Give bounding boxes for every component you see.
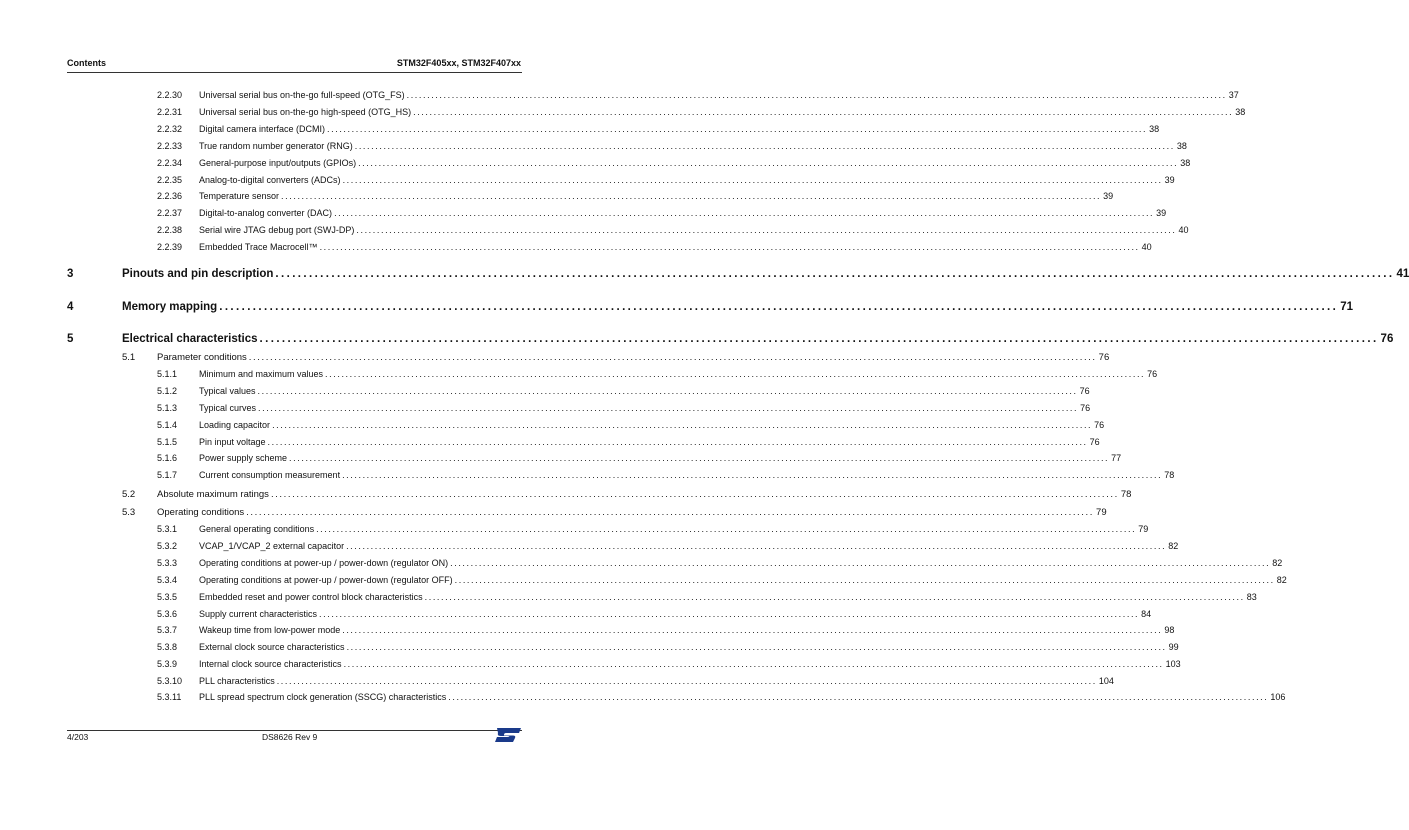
toc-entry-number: 5.3.6 bbox=[157, 609, 178, 619]
toc-entry-page: 106 bbox=[1270, 692, 1286, 702]
toc-entry[interactable] bbox=[157, 90, 1239, 100]
toc-entry-page: 79 bbox=[1138, 524, 1149, 534]
toc-entry-page: 38 bbox=[1149, 124, 1160, 134]
dot-leader: ........................................................................................................................................................................................................ bbox=[219, 301, 1339, 313]
toc-entry-page: 76 bbox=[1089, 437, 1100, 447]
footer-rule bbox=[67, 730, 522, 731]
toc-entry-number: 5 bbox=[67, 333, 74, 345]
toc-entry[interactable] bbox=[157, 437, 1100, 447]
header-document-title: STM32F405xx, STM32F407xx bbox=[396, 58, 521, 68]
toc-entry-title: General operating conditions bbox=[199, 524, 315, 534]
toc-entry[interactable] bbox=[157, 403, 1091, 413]
dot-leader: ........................................................................................................................................................................................................ bbox=[448, 692, 1269, 702]
toc-entry-page: 71 bbox=[1340, 301, 1354, 313]
toc-entry[interactable] bbox=[157, 692, 1286, 702]
toc-entry-number: 5.3.8 bbox=[157, 642, 178, 652]
toc-entry-number: 5.3.3 bbox=[157, 558, 178, 568]
toc-entry[interactable] bbox=[157, 175, 1175, 185]
toc-entry-number: 2.2.33 bbox=[157, 141, 183, 151]
dot-leader: ........................................................................................................................................................................................................ bbox=[454, 575, 1275, 585]
toc-entry-title: Wakeup time from low-power mode bbox=[199, 625, 341, 635]
toc-entry-number: 5.2 bbox=[122, 489, 136, 500]
toc-entry[interactable] bbox=[157, 470, 1175, 480]
toc-entry-page: 37 bbox=[1228, 90, 1239, 100]
toc-entry-number: 5.3.7 bbox=[157, 625, 178, 635]
toc-entry-title: Operating conditions bbox=[157, 507, 245, 518]
toc-entry-title: PLL spread spectrum clock generation (SSCG) characteristics bbox=[199, 692, 447, 702]
dot-leader: ........................................................................................................................................................................................................ bbox=[342, 470, 1163, 480]
toc-entry[interactable] bbox=[157, 107, 1246, 117]
toc-entry-number: 2.2.31 bbox=[157, 107, 183, 117]
toc-entry-page: 39 bbox=[1103, 191, 1114, 201]
toc-entry[interactable] bbox=[157, 676, 1114, 686]
toc-entry-title: Digital-to-analog converter (DAC) bbox=[199, 208, 333, 218]
dot-leader: ........................................................................................................................................................................................................ bbox=[259, 333, 1379, 345]
toc-entry-title: Electrical characteristics bbox=[122, 333, 258, 345]
toc-entry-page: 76 bbox=[1147, 369, 1158, 379]
toc-entry-title: Current consumption measurement bbox=[199, 470, 341, 480]
toc-entry-title: Operating conditions at power-up / power-down (regulator ON) bbox=[199, 558, 449, 568]
toc-entry-page: 78 bbox=[1164, 470, 1175, 480]
toc-entry-title: Minimum and maximum values bbox=[199, 369, 324, 379]
toc-entry-page: 41 bbox=[1396, 268, 1409, 280]
toc-entry-page: 76 bbox=[1098, 352, 1110, 363]
toc-entry-number: 5.1.2 bbox=[157, 386, 178, 396]
toc-entry[interactable] bbox=[157, 208, 1167, 218]
dot-leader: ........................................................................................................................................................................................................ bbox=[450, 558, 1271, 568]
toc-entry-number: 2.2.35 bbox=[157, 175, 183, 185]
toc-entry[interactable] bbox=[157, 575, 1287, 585]
toc-entry[interactable] bbox=[157, 420, 1105, 430]
toc-entry-page: 76 bbox=[1380, 333, 1394, 345]
dot-leader: ........................................................................................................................................................................................................ bbox=[342, 175, 1163, 185]
dot-leader: ........................................................................................................................................................................................................ bbox=[281, 191, 1102, 201]
dot-leader: ........................................................................................................................................................................................................ bbox=[289, 453, 1110, 463]
toc-entry-page: 82 bbox=[1276, 575, 1287, 585]
toc-entry[interactable] bbox=[157, 659, 1181, 669]
toc-entry-page: 103 bbox=[1165, 659, 1181, 669]
st-logo bbox=[493, 726, 523, 744]
toc-entry-title: VCAP_1/VCAP_2 external capacitor bbox=[199, 541, 345, 551]
toc-entry-title: Internal clock source characteristics bbox=[199, 659, 342, 669]
dot-leader: ........................................................................................................................................................................................................ bbox=[270, 489, 1119, 500]
toc-entry-title: Pinouts and pin description bbox=[122, 268, 274, 280]
toc-entry-title: True random number generator (RNG) bbox=[199, 141, 353, 151]
toc-entry-title: Typical values bbox=[199, 386, 256, 396]
dot-leader: ........................................................................................................................................................................................................ bbox=[275, 268, 1395, 280]
toc-entry-title: Temperature sensor bbox=[199, 191, 280, 201]
toc-entry-page: 77 bbox=[1111, 453, 1122, 463]
toc-entry-number: 2.2.38 bbox=[157, 225, 183, 235]
toc-entry[interactable] bbox=[122, 352, 1110, 363]
toc-entry-page: 38 bbox=[1176, 141, 1187, 151]
toc-entry-number: 2.2.39 bbox=[157, 242, 183, 252]
toc-entry-number: 4 bbox=[67, 301, 74, 313]
dot-leader: ........................................................................................................................................................................................................ bbox=[325, 369, 1146, 379]
dot-leader: ........................................................................................................................................................................................................ bbox=[413, 107, 1234, 117]
toc-entry-title: Serial wire JTAG debug port (SWJ-DP) bbox=[199, 225, 355, 235]
toc-entry[interactable] bbox=[157, 541, 1179, 551]
toc-entry[interactable] bbox=[157, 558, 1283, 568]
toc-entry-title: PLL characteristics bbox=[199, 676, 275, 686]
toc-entry[interactable] bbox=[67, 333, 1394, 345]
dot-leader: ........................................................................................................................................................................................................ bbox=[356, 225, 1177, 235]
toc-entry[interactable] bbox=[157, 191, 1114, 201]
toc-entry[interactable] bbox=[157, 524, 1149, 534]
toc-entry[interactable] bbox=[157, 369, 1158, 379]
toc-entry-page: 84 bbox=[1141, 609, 1152, 619]
toc-entry-number: 5.3 bbox=[122, 507, 136, 518]
toc-entry-page: 76 bbox=[1094, 420, 1105, 430]
dot-leader: ........................................................................................................................................................................................................ bbox=[319, 242, 1140, 252]
toc-entry[interactable] bbox=[157, 158, 1191, 168]
toc-entry-page: 82 bbox=[1272, 558, 1283, 568]
dot-leader: ........................................................................................................................................................................................................ bbox=[257, 386, 1078, 396]
dot-leader: ........................................................................................................................................................................................................ bbox=[354, 141, 1175, 151]
toc-entry-number: 5.1.1 bbox=[157, 369, 178, 379]
dot-leader: ........................................................................................................................................................................................................ bbox=[248, 352, 1097, 363]
toc-entry-number: 5.3.4 bbox=[157, 575, 178, 585]
toc-entry-number: 2.2.30 bbox=[157, 90, 183, 100]
footer-page-number: 4/203 bbox=[67, 732, 89, 742]
toc-entry[interactable] bbox=[157, 642, 1179, 652]
toc-entry[interactable] bbox=[157, 453, 1122, 463]
dot-leader: ........................................................................................................................................................................................................ bbox=[424, 592, 1245, 602]
toc-entry-number: 2.2.32 bbox=[157, 124, 183, 134]
toc-entry-title: Parameter conditions bbox=[157, 352, 247, 363]
header-section-title: Contents bbox=[67, 58, 106, 68]
toc-entry[interactable] bbox=[157, 242, 1152, 252]
toc-entry-title: Universal serial bus on-the-go full-speed (OTG_FS) bbox=[199, 90, 405, 100]
toc-entry[interactable] bbox=[122, 507, 1107, 518]
toc-entry-number: 5.1 bbox=[122, 352, 136, 363]
toc-entry[interactable] bbox=[157, 124, 1160, 134]
toc-entry-title: Pin input voltage bbox=[199, 437, 266, 447]
toc-entry-page: 82 bbox=[1168, 541, 1179, 551]
toc-entry[interactable] bbox=[157, 625, 1175, 635]
dot-leader: ........................................................................................................................................................................................................ bbox=[358, 158, 1179, 168]
dot-leader: ........................................................................................................................................................................................................ bbox=[346, 642, 1167, 652]
toc-entry-page: 40 bbox=[1141, 242, 1152, 252]
dot-leader: ........................................................................................................................................................................................................ bbox=[267, 437, 1088, 447]
toc-entry-title: Embedded Trace Macrocell™ bbox=[199, 242, 318, 252]
toc-entry-number: 5.3.10 bbox=[157, 676, 183, 686]
toc-entry[interactable] bbox=[157, 225, 1189, 235]
toc-entry-number: 5.3.5 bbox=[157, 592, 178, 602]
toc-entry-title: Supply current characteristics bbox=[199, 609, 318, 619]
toc-entry[interactable] bbox=[122, 489, 1132, 500]
dot-leader: ........................................................................................................................................................................................................ bbox=[334, 208, 1155, 218]
toc-entry[interactable] bbox=[157, 386, 1090, 396]
toc-entry-number: 5.3.2 bbox=[157, 541, 178, 551]
toc-entry[interactable] bbox=[67, 268, 1409, 280]
toc-entry-number: 5.1.3 bbox=[157, 403, 178, 413]
toc-entry-page: 76 bbox=[1080, 403, 1091, 413]
toc-entry-title: Loading capacitor bbox=[199, 420, 271, 430]
header-rule bbox=[67, 72, 522, 73]
toc-entry[interactable] bbox=[67, 301, 1354, 313]
toc-entry-number: 5.3.11 bbox=[157, 692, 182, 702]
toc-entry-title: Operating conditions at power-up / power-down (regulator OFF) bbox=[199, 575, 453, 585]
dot-leader: ........................................................................................................................................................................................................ bbox=[316, 524, 1137, 534]
dot-leader: ........................................................................................................................................................................................................ bbox=[258, 403, 1079, 413]
toc-entry-number: 5.3.1 bbox=[157, 524, 178, 534]
toc-entry-page: 79 bbox=[1096, 507, 1107, 518]
toc-entry-title: Embedded reset and power control block characteristics bbox=[199, 592, 423, 602]
toc-entry[interactable] bbox=[157, 141, 1187, 151]
toc-entry-page: 39 bbox=[1164, 175, 1175, 185]
toc-entry-title: Universal serial bus on-the-go high-speed (OTG_HS) bbox=[199, 107, 412, 117]
toc-entry-number: 5.3.9 bbox=[157, 659, 178, 669]
toc-entry-title: External clock source characteristics bbox=[199, 642, 345, 652]
toc-entry-title: Analog-to-digital converters (ADCs) bbox=[199, 175, 341, 185]
toc-entry-page: 39 bbox=[1156, 208, 1167, 218]
toc-entry[interactable] bbox=[157, 592, 1257, 602]
dot-leader: ........................................................................................................................................................................................................ bbox=[319, 609, 1140, 619]
footer-document-reference: DS8626 Rev 9 bbox=[262, 732, 318, 742]
toc-entry[interactable] bbox=[157, 609, 1152, 619]
toc-entry-number: 5.1.6 bbox=[157, 453, 178, 463]
toc-entry-page: 99 bbox=[1168, 642, 1179, 652]
toc-entry-page: 40 bbox=[1178, 225, 1189, 235]
dot-leader: ........................................................................................................................................................................................................ bbox=[406, 90, 1227, 100]
toc-entry-page: 83 bbox=[1246, 592, 1257, 602]
toc-entry-title: Digital camera interface (DCMI) bbox=[199, 124, 326, 134]
toc-entry-number: 3 bbox=[67, 268, 74, 280]
dot-leader: ........................................................................................................................................................................................................ bbox=[272, 420, 1093, 430]
toc-entry-page: 38 bbox=[1235, 107, 1246, 117]
dot-leader: ........................................................................................................................................................................................................ bbox=[246, 507, 1095, 518]
toc-entry-title: Power supply scheme bbox=[199, 453, 288, 463]
toc-entry-number: 5.1.7 bbox=[157, 470, 178, 480]
toc-entry-title: Absolute maximum ratings bbox=[157, 489, 269, 500]
toc-entry-number: 2.2.34 bbox=[157, 158, 183, 168]
toc-entry-title: General-purpose input/outputs (GPIOs) bbox=[199, 158, 357, 168]
dot-leader: ........................................................................................................................................................................................................ bbox=[327, 124, 1148, 134]
toc-entry-page: 98 bbox=[1164, 625, 1175, 635]
toc-entry-number: 2.2.37 bbox=[157, 208, 183, 218]
dot-leader: ........................................................................................................................................................................................................ bbox=[342, 625, 1163, 635]
toc-entry-number: 5.1.5 bbox=[157, 437, 178, 447]
toc-entry-number: 5.1.4 bbox=[157, 420, 178, 430]
toc-entry-page: 76 bbox=[1079, 386, 1090, 396]
dot-leader: ........................................................................................................................................................................................................ bbox=[343, 659, 1164, 669]
toc-entry-number: 2.2.36 bbox=[157, 191, 183, 201]
toc-entry-title: Typical curves bbox=[199, 403, 257, 413]
toc-entry-page: 78 bbox=[1120, 489, 1132, 500]
toc-entry-title: Memory mapping bbox=[122, 301, 218, 313]
dot-leader: ........................................................................................................................................................................................................ bbox=[276, 676, 1097, 686]
dot-leader: ........................................................................................................................................................................................................ bbox=[346, 541, 1167, 551]
toc-entry-page: 104 bbox=[1098, 676, 1114, 686]
toc-entry-page: 38 bbox=[1180, 158, 1191, 168]
